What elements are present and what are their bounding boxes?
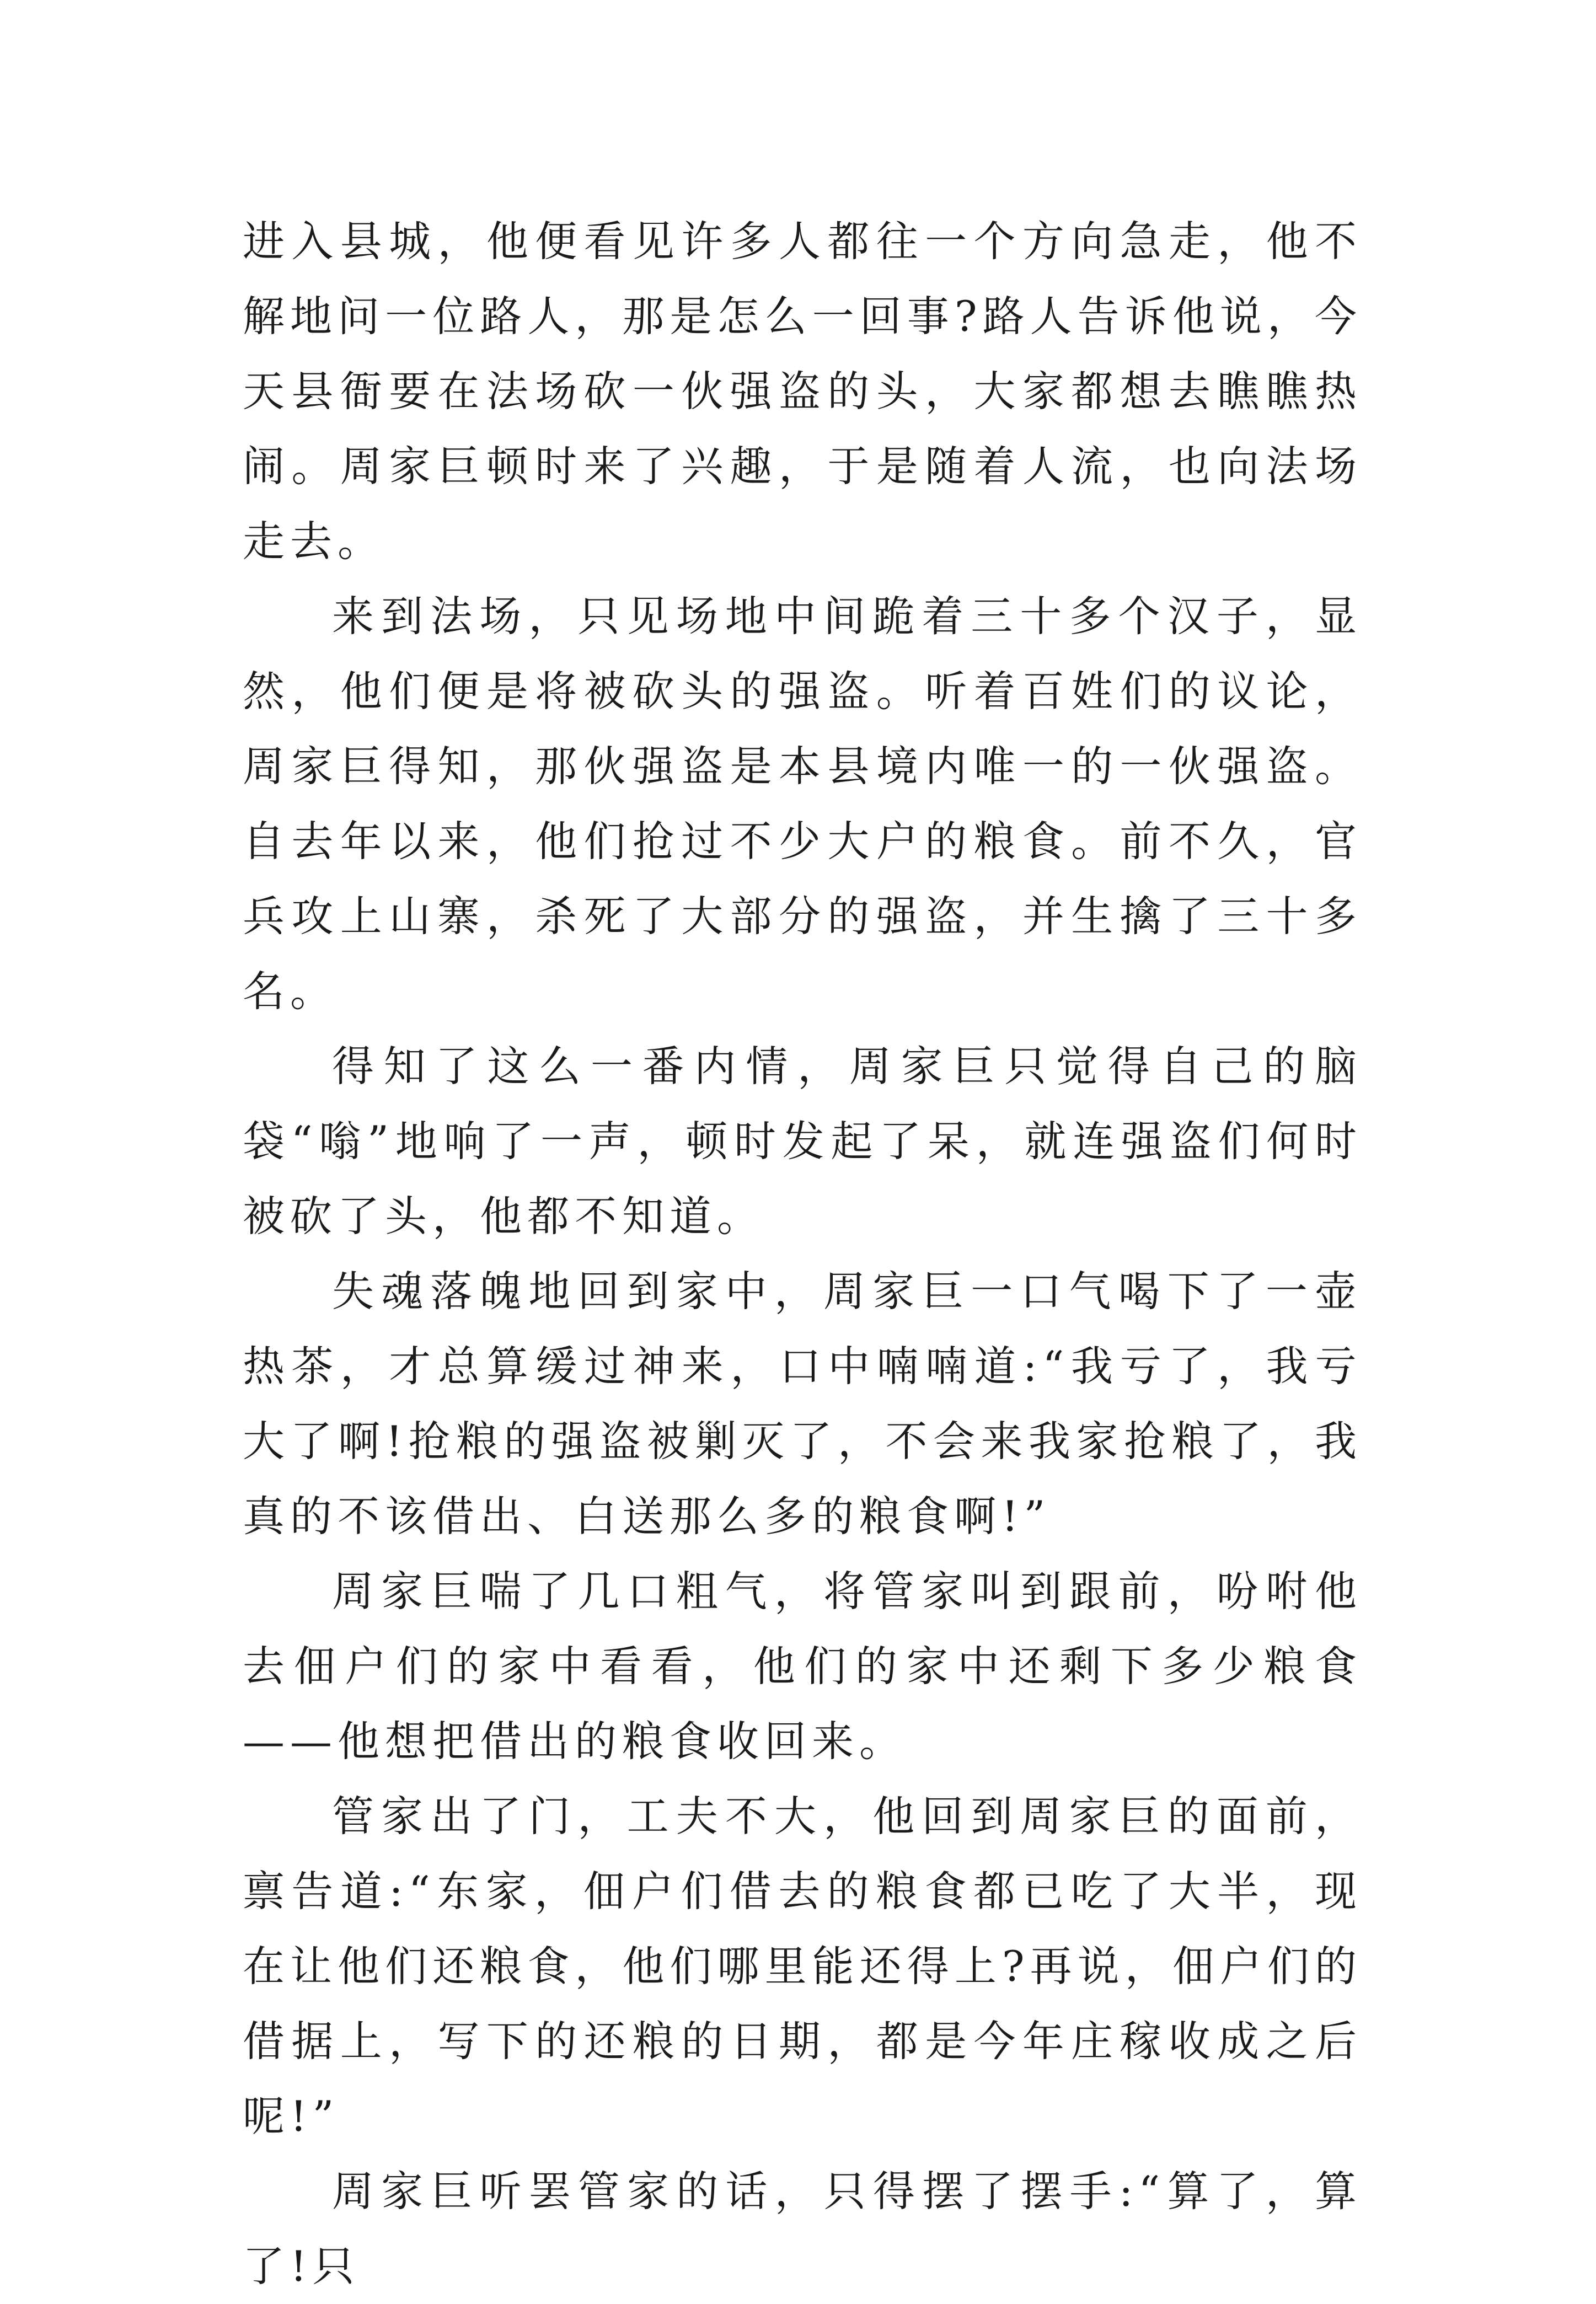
paragraph-5: 周家巨喘了几口粗气，将管家叫到跟前，吩咐他去佃户们的家中看看，他们的家中还剩下多少粮食——他想把借出的粮食收回来。: [243, 1567, 1362, 1766]
paragraph-6: 管家出了门，工夫不大，他回到周家巨的面前，禀告道:“东家，佃户们借去的粮食都已吃了大半，现在让他们还粮食，他们哪里能还得上?再说，佃户们的借据上，写下的还粮的日期，都是今年庄稼收成之后呢!”: [243, 1792, 1362, 2141]
document-body: [243, 204, 1362, 2304]
paragraph-2: 来到法场，只见场地中间跪着三十多个汉子，显然，他们便是将被砍头的强盗。听着百姓们的议论，周家巨得知，那伙强盗是本县境内唯一的一伙强盗。自去年以来，他们抢过不少大户的粮食。前不久，官兵攻上山寨，杀死了大部分的强盗，并生擒了三十多名。: [243, 592, 1362, 1016]
paragraph-3: 得知了这么一番内情，周家巨只觉得自己的脑袋“嗡”地响了一声，顿时发起了呆，就连强盗们何时被砍了头，他都不知道。: [243, 1042, 1362, 1241]
paragraph-7: 周家巨听罢管家的话，只得摆了摆手:“算了，算了!只: [243, 2167, 1362, 2291]
paragraph-1: 进入县城，他便看见许多人都往一个方向急走，他不解地问一位路人，那是怎么一回事?路人告诉他说，今天县衙要在法场砍一伙强盗的头，大家都想去瞧瞧热闹。周家巨顿时来了兴趣，于是随着人流，也向法场走去。: [243, 217, 1362, 566]
paragraph-4: 失魂落魄地回到家中，周家巨一口气喝下了一壶热茶，才总算缓过神来，口中喃喃道:“我亏了，我亏大了啊!抢粮的强盗被剿灭了，不会来我家抢粮了，我真的不该借出、白送那么多的粮食啊!”: [243, 1267, 1362, 1541]
